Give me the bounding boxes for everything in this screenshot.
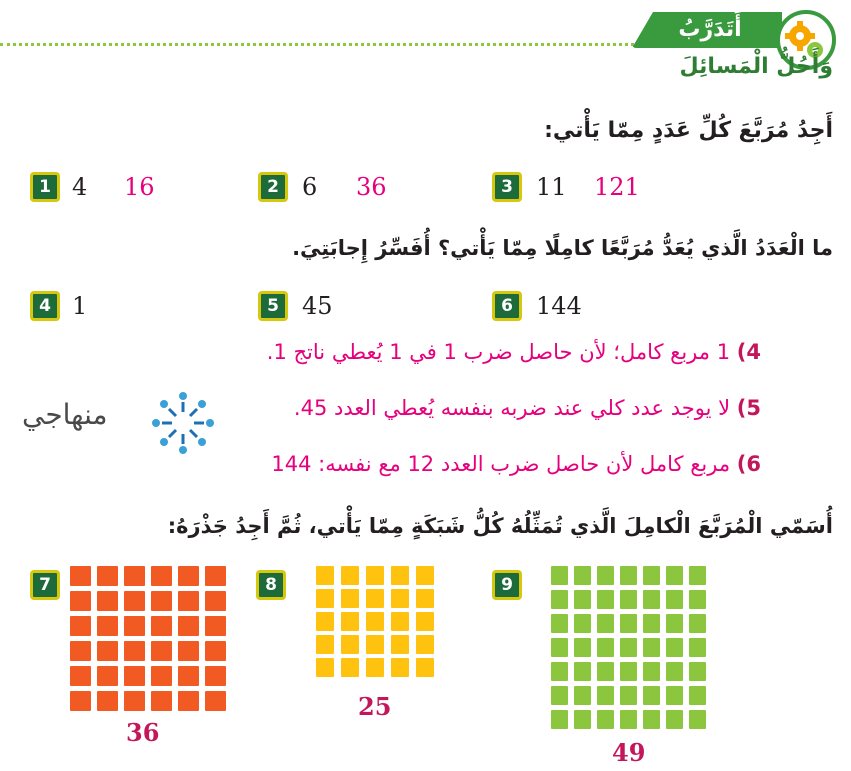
answer-value-1: 16 <box>124 173 155 201</box>
grid-cell <box>666 710 683 729</box>
grid-cell <box>597 590 614 609</box>
grid-cell <box>643 614 660 633</box>
question-badge-4: 4 <box>30 291 60 321</box>
grid-cell <box>689 638 706 657</box>
grid-cell <box>620 614 637 633</box>
answer-line-4-text: 1 مربع كامل؛ لأن حاصل ضرب 1 في 1 يُعطي ناتج 1. <box>266 340 731 364</box>
grid-cell <box>205 641 226 661</box>
grid-cell <box>391 566 409 585</box>
grid-cell <box>316 589 334 608</box>
question-value-3: 11 <box>536 173 567 201</box>
grid-cell <box>366 566 384 585</box>
grid-cell <box>70 566 91 586</box>
grid-cell <box>70 691 91 711</box>
grid-cell <box>178 616 199 636</box>
grid-cell <box>643 566 660 585</box>
grid-cell <box>666 614 683 633</box>
grid-cell <box>551 638 568 657</box>
grid-cell <box>689 710 706 729</box>
question-value-4: 1 <box>72 292 88 320</box>
grid-cell <box>689 686 706 705</box>
grid-cell <box>597 662 614 681</box>
grid-cell <box>620 710 637 729</box>
answer-line-4-num: 4) <box>736 340 761 364</box>
header-subtitle: وَأَحُلُّ الْمَسائِلَ <box>679 54 833 79</box>
grid-cell <box>391 658 409 677</box>
grid-cell <box>341 658 359 677</box>
grid-cell <box>689 566 706 585</box>
grid-cell <box>205 691 226 711</box>
grid-cell <box>391 589 409 608</box>
grid-cell <box>620 686 637 705</box>
grid-cell <box>574 590 591 609</box>
grid-cell <box>316 658 334 677</box>
grid-cell <box>97 591 118 611</box>
question-badge-8: 8 <box>256 570 286 600</box>
grid-cell <box>151 691 172 711</box>
header-banner-title: أَتَدَرَّبُ <box>678 17 742 42</box>
grid-cell <box>341 589 359 608</box>
grid-cell <box>341 635 359 654</box>
grid-cell <box>70 591 91 611</box>
grid-cell <box>124 591 145 611</box>
grid-cell <box>689 590 706 609</box>
grid-cell <box>391 612 409 631</box>
grid-cell <box>574 566 591 585</box>
grid-cell <box>97 666 118 686</box>
section2-instruction: ما الْعَدَدُ الَّذي يُعَدُّ مُرَبَّعًا كامِلًا مِمّا يَأْتي؟ أُفَسِّرُ إِجابَتِيَ. <box>292 236 833 260</box>
question-badge-1: 1 <box>30 172 60 202</box>
grid-cell <box>416 635 434 654</box>
answer-line-6 <box>271 452 761 476</box>
header-dotted-rule <box>0 43 640 46</box>
grid-cell <box>97 616 118 636</box>
grid-cell <box>597 710 614 729</box>
grid-cell <box>689 662 706 681</box>
grid-cell <box>70 616 91 636</box>
grid-cell <box>597 638 614 657</box>
grid-cell <box>151 666 172 686</box>
grid-cell <box>620 590 637 609</box>
manhaji-logo-icon <box>148 388 218 458</box>
grid-cell <box>205 591 226 611</box>
grid-cell <box>416 612 434 631</box>
grid-cell <box>70 641 91 661</box>
grid-9 <box>551 566 706 729</box>
grid-cell <box>666 662 683 681</box>
grid-cell <box>124 666 145 686</box>
grid-7 <box>70 566 226 711</box>
question-badge-5: 5 <box>258 291 288 321</box>
grid-cell <box>366 658 384 677</box>
grid-cell <box>124 641 145 661</box>
grid-cell <box>574 686 591 705</box>
grid-cell <box>620 566 637 585</box>
grid-cell <box>151 566 172 586</box>
grid-cell <box>551 566 568 585</box>
answer-line-5-num: 5) <box>736 396 761 420</box>
grid-cell <box>341 566 359 585</box>
grid-cell <box>366 612 384 631</box>
grid-cell <box>316 635 334 654</box>
grid-cell <box>574 710 591 729</box>
grid-cell <box>178 666 199 686</box>
grid-cell <box>124 691 145 711</box>
question-badge-6: 6 <box>492 291 522 321</box>
grid-cell <box>70 666 91 686</box>
grid-cell <box>666 686 683 705</box>
grid-cell <box>597 614 614 633</box>
section3-instruction: أُسَمّي الْمُرَبَّعَ الْكامِلَ الَّذي تُمَثِّلُهُ كُلُّ شَبَكَةٍ مِمّا يَأْتي، ثُمَّ أَجِدُ جَذْرَهُ: <box>167 514 833 538</box>
grid-cell <box>205 666 226 686</box>
grid-cell <box>574 614 591 633</box>
grid-cell <box>643 638 660 657</box>
answer-value-3: 121 <box>594 173 640 201</box>
question-value-2: 6 <box>302 173 318 201</box>
grid-cell <box>574 662 591 681</box>
grid-cell <box>643 710 660 729</box>
question-value-1: 4 <box>72 173 88 201</box>
grid-cell <box>97 641 118 661</box>
grid-cell <box>666 638 683 657</box>
grid-answer-8: 25 <box>358 692 392 721</box>
question-badge-3: 3 <box>492 172 522 202</box>
grid-cell <box>205 566 226 586</box>
answer-line-5-text: لا يوجد عدد كلي عند ضربه بنفسه يُعطي العدد 45. <box>293 396 731 420</box>
question-badge-7: 7 <box>30 570 60 600</box>
grid-cell <box>551 590 568 609</box>
grid-cell <box>97 691 118 711</box>
grid-answer-9: 49 <box>612 738 646 767</box>
grid-8 <box>316 566 434 677</box>
grid-cell <box>643 686 660 705</box>
grid-cell <box>178 641 199 661</box>
grid-cell <box>205 616 226 636</box>
answer-line-4 <box>267 340 761 364</box>
grid-cell <box>597 686 614 705</box>
grid-cell <box>551 614 568 633</box>
grid-cell <box>151 591 172 611</box>
grid-cell <box>620 638 637 657</box>
grid-answer-7: 36 <box>126 718 160 747</box>
grid-cell <box>151 641 172 661</box>
grid-cell <box>666 566 683 585</box>
question-badge-9: 9 <box>492 570 522 600</box>
answer-value-2: 36 <box>356 173 387 201</box>
grid-cell <box>416 589 434 608</box>
grid-cell <box>178 691 199 711</box>
grid-cell <box>416 658 434 677</box>
grid-cell <box>178 566 199 586</box>
grid-cell <box>151 616 172 636</box>
grid-cell <box>551 710 568 729</box>
grid-cell <box>316 566 334 585</box>
grid-cell <box>316 612 334 631</box>
section1-instruction: أَجِدُ مُرَبَّعَ كُلِّ عَدَدٍ مِمّا يَأْتي: <box>544 118 833 143</box>
grid-cell <box>551 686 568 705</box>
grid-cell <box>574 638 591 657</box>
question-value-5: 45 <box>302 292 333 320</box>
grid-cell <box>643 662 660 681</box>
grid-cell <box>124 616 145 636</box>
grid-cell <box>643 590 660 609</box>
answer-line-5 <box>294 396 761 420</box>
question-badge-2: 2 <box>258 172 288 202</box>
grid-cell <box>124 566 145 586</box>
grid-cell <box>178 591 199 611</box>
grid-cell <box>341 612 359 631</box>
grid-cell <box>666 590 683 609</box>
grid-cell <box>97 566 118 586</box>
grid-cell <box>597 566 614 585</box>
grid-cell <box>551 662 568 681</box>
grid-cell <box>366 635 384 654</box>
grid-cell <box>620 662 637 681</box>
grid-cell <box>416 566 434 585</box>
answer-line-6-num: 6) <box>736 452 761 476</box>
question-value-6: 144 <box>536 292 582 320</box>
answer-line-6-text: مربع كامل لأن حاصل ضرب العدد 12 مع نفسه: 144 <box>271 452 731 476</box>
grid-cell <box>366 589 384 608</box>
grid-cell <box>391 635 409 654</box>
watermark-text: منهاجي <box>22 398 108 431</box>
grid-cell <box>689 614 706 633</box>
